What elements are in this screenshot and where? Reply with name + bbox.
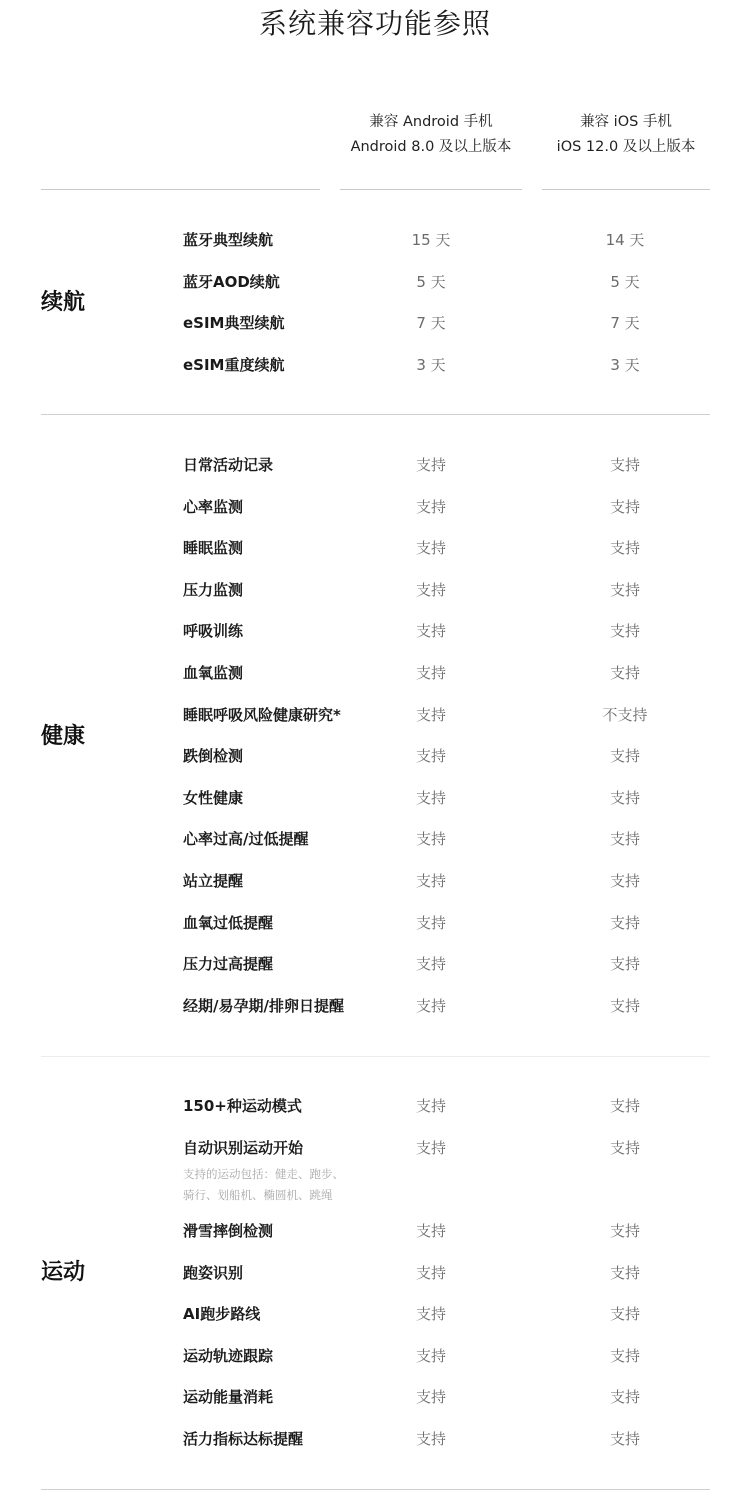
- android-value: 支持: [415, 498, 446, 516]
- android-column-header: [340, 110, 522, 160]
- android-value: 支持: [415, 664, 446, 682]
- android-value: 支持: [415, 456, 446, 474]
- android-value: 支持: [415, 1139, 446, 1157]
- ios-value: 支持: [609, 664, 640, 682]
- ios-value: 支持: [609, 789, 640, 807]
- section-divider: [41, 1489, 710, 1490]
- table-row: [0, 1299, 750, 1329]
- android-value: 支持: [415, 997, 446, 1015]
- section-divider: [41, 1056, 710, 1057]
- header-rule-android: [340, 189, 522, 190]
- ios-value: 14 天: [605, 231, 645, 249]
- ios-value: 支持: [609, 1097, 640, 1115]
- table-row: [0, 1133, 750, 1163]
- table-row: [0, 450, 750, 480]
- feature-name: 睡眠呼吸风险健康研究*: [183, 706, 341, 724]
- android-value: 支持: [415, 747, 446, 765]
- android-value: 5 天: [416, 273, 446, 291]
- table-row: [0, 350, 750, 380]
- ios-value: 支持: [609, 1305, 640, 1323]
- feature-name: 150+种运动模式: [183, 1097, 302, 1115]
- sport-note-line2: 骑行、划船机、椭圆机、跳绳: [183, 1188, 333, 1202]
- ios-column-header: [542, 110, 710, 160]
- table-row: [0, 741, 750, 771]
- ios-value: 支持: [609, 1222, 640, 1240]
- page-title: 系统兼容功能参照: [258, 7, 491, 40]
- feature-name: 压力过高提醒: [183, 955, 274, 973]
- android-value: 支持: [415, 789, 446, 807]
- feature-name: 日常活动记录: [183, 456, 274, 474]
- android-value: 支持: [415, 830, 446, 848]
- android-value: 支持: [415, 872, 446, 890]
- sport-note: [183, 1164, 344, 1206]
- table-row: [0, 991, 750, 1021]
- ios-value: 7 天: [610, 314, 640, 332]
- table-row: [0, 1216, 750, 1246]
- feature-name: 蓝牙AOD续航: [183, 273, 280, 291]
- feature-name: eSIM典型续航: [183, 314, 285, 332]
- table-row: [0, 1382, 750, 1412]
- table-row: [0, 533, 750, 563]
- ios-header-line2: iOS 12.0 及以上版本: [556, 139, 696, 155]
- ios-value: 支持: [609, 1388, 640, 1406]
- android-value: 15 天: [411, 231, 451, 249]
- table-row: [0, 492, 750, 522]
- ios-value: 支持: [609, 747, 640, 765]
- ios-value: 支持: [609, 1347, 640, 1365]
- android-value: 支持: [415, 1097, 446, 1115]
- ios-value: 支持: [609, 914, 640, 932]
- table-row: [0, 824, 750, 854]
- feature-name: eSIM重度续航: [183, 356, 285, 374]
- android-value: 支持: [415, 1388, 446, 1406]
- android-value: 7 天: [416, 314, 446, 332]
- android-value: 3 天: [416, 356, 446, 374]
- ios-header-line1: 兼容 iOS 手机: [580, 114, 672, 130]
- table-row: [0, 267, 750, 297]
- section-divider: [41, 414, 710, 415]
- table-row: [0, 1091, 750, 1121]
- header-rule-ios: [542, 189, 710, 190]
- android-value: 支持: [415, 539, 446, 557]
- table-row: [0, 225, 750, 255]
- ios-value: 支持: [609, 539, 640, 557]
- feature-name: 心率监测: [183, 498, 244, 516]
- feature-name: 蓝牙典型续航: [183, 231, 274, 249]
- android-value: 支持: [415, 1430, 446, 1448]
- sport-note-line1: 支持的运动包括：健走、跑步、: [183, 1167, 344, 1181]
- ios-value: 支持: [609, 498, 640, 516]
- feature-name: 运动能量消耗: [183, 1388, 274, 1406]
- feature-name: 跑姿识别: [183, 1264, 244, 1282]
- ios-value: 5 天: [610, 273, 640, 291]
- feature-name: 运动轨迹跟踪: [183, 1347, 274, 1365]
- table-row: [0, 308, 750, 338]
- table-row: [0, 616, 750, 646]
- section-label-sport: 运动: [41, 1260, 86, 1285]
- ios-value: 支持: [609, 872, 640, 890]
- ios-value: 支持: [609, 456, 640, 474]
- table-row: [0, 700, 750, 730]
- table-row: [0, 866, 750, 896]
- android-value: 支持: [415, 1222, 446, 1240]
- table-row: [0, 908, 750, 938]
- table-row: [0, 1341, 750, 1371]
- android-value: 支持: [415, 955, 446, 973]
- table-row: [0, 949, 750, 979]
- android-value: 支持: [415, 1347, 446, 1365]
- table-row: [0, 783, 750, 813]
- feature-name: 睡眠监测: [183, 539, 244, 557]
- android-value: 支持: [415, 622, 446, 640]
- feature-name: 跌倒检测: [183, 747, 244, 765]
- android-header-line1: 兼容 Android 手机: [369, 114, 493, 130]
- android-value: 支持: [415, 581, 446, 599]
- feature-name: 呼吸训练: [183, 622, 244, 640]
- ios-value: 3 天: [610, 356, 640, 374]
- feature-name: 活力指标达标提醒: [183, 1430, 304, 1448]
- android-value: 支持: [415, 1264, 446, 1282]
- ios-value: 不支持: [602, 706, 648, 724]
- feature-name: 滑雪摔倒检测: [183, 1222, 274, 1240]
- feature-name: 心率过高/过低提醒: [183, 830, 309, 848]
- feature-name: 女性健康: [183, 789, 244, 807]
- android-value: 支持: [415, 706, 446, 724]
- feature-name: AI跑步路线: [183, 1305, 261, 1323]
- table-row: [0, 1258, 750, 1288]
- android-value: 支持: [415, 914, 446, 932]
- ios-value: 支持: [609, 581, 640, 599]
- table-row: [0, 575, 750, 605]
- feature-name: 压力监测: [183, 581, 244, 599]
- table-row: [0, 1424, 750, 1454]
- ios-value: 支持: [609, 955, 640, 973]
- header-rule-feature: [41, 189, 320, 190]
- feature-name: 经期/易孕期/排卵日提醒: [183, 997, 344, 1015]
- feature-name: 自动识别运动开始: [183, 1139, 304, 1157]
- ios-value: 支持: [609, 1264, 640, 1282]
- ios-value: 支持: [609, 622, 640, 640]
- feature-name: 站立提醒: [183, 872, 244, 890]
- ios-value: 支持: [609, 997, 640, 1015]
- android-value: 支持: [415, 1305, 446, 1323]
- ios-value: 支持: [609, 1139, 640, 1157]
- table-row: [0, 658, 750, 688]
- section-label-health: 健康: [41, 724, 86, 749]
- feature-name: 血氧监测: [183, 664, 244, 682]
- feature-name: 血氧过低提醒: [183, 914, 274, 932]
- ios-value: 支持: [609, 830, 640, 848]
- section-label-battery: 续航: [41, 290, 86, 315]
- ios-value: 支持: [609, 1430, 640, 1448]
- android-header-line2: Android 8.0 及以上版本: [350, 139, 512, 155]
